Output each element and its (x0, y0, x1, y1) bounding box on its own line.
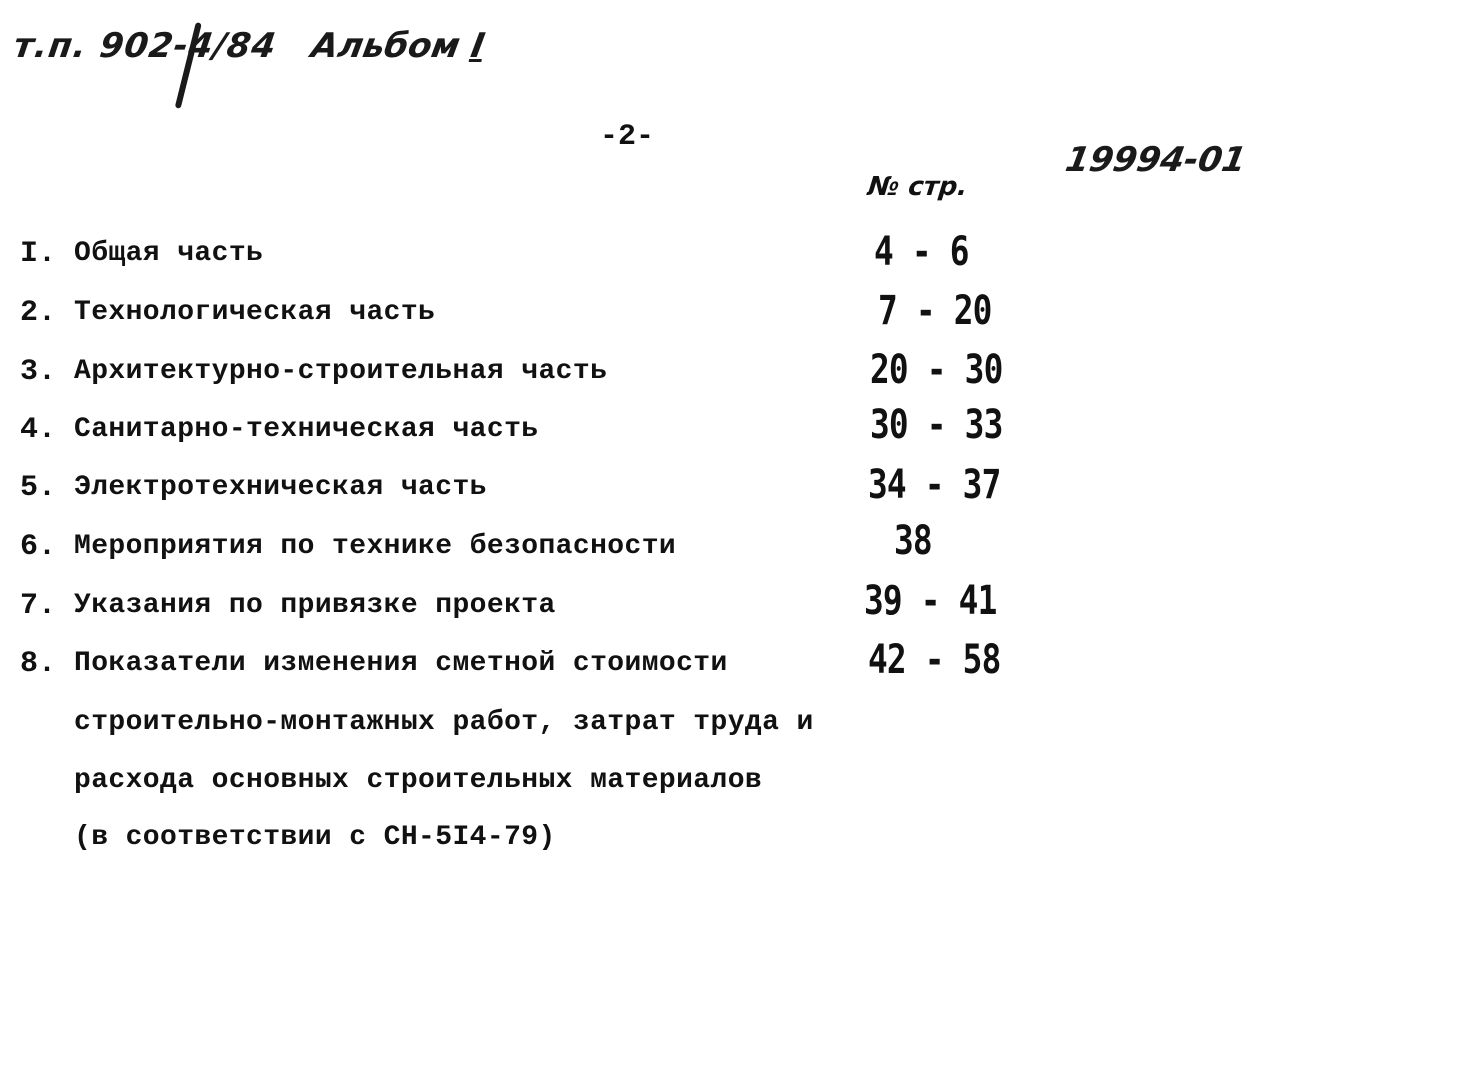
toc-item-pages: 34 - 37 (868, 462, 1001, 508)
toc-item-title: Мероприятия по технике безопасности (74, 531, 677, 562)
project-reference-main: т.п. 902-4 (11, 26, 217, 66)
toc-item-pages: 39 - 41 (864, 578, 997, 624)
toc-item-continuation: расхода основных строительных материалов (74, 765, 763, 796)
toc-item-continuation: строительно-монтажных работ, затрат труда и (74, 707, 814, 738)
album-number: I (467, 26, 488, 66)
toc-item-pages: 20 - 30 (870, 347, 1003, 393)
toc-item-number: 2. (20, 296, 57, 330)
toc-item-pages: 30 - 33 (870, 402, 1003, 448)
toc-item-pages: 4 - 6 (874, 229, 969, 275)
toc-item-number: 4. (20, 413, 57, 447)
toc-item-number: 6. (20, 530, 57, 564)
toc-item-title: Общая часть (74, 238, 264, 269)
toc-item-number: 3. (20, 355, 57, 389)
toc-item-number: 5. (20, 471, 57, 505)
project-reference-tail: /84 (210, 26, 280, 66)
toc-item-pages: 38 (894, 518, 932, 564)
toc-item-title: Технологическая часть (74, 297, 436, 328)
toc-item-title: Архитектурно-строительная часть (74, 356, 608, 387)
toc-item-title: Санитарно-техническая часть (74, 414, 539, 445)
album-label (308, 26, 487, 66)
toc-item-number: I. (20, 237, 57, 271)
toc-item-number: 8. (20, 647, 57, 681)
project-reference (11, 26, 279, 66)
toc-item-title: Указания по привязке проекта (74, 590, 556, 621)
document-number: 19994-01 (1062, 140, 1250, 180)
toc-item-title: Показатели изменения сметной стоимости (74, 648, 728, 679)
page-number: -2- (600, 120, 655, 154)
toc-item-pages: 7 - 20 (878, 288, 992, 334)
album-word: Альбом (308, 26, 464, 66)
toc-item-continuation: (в соответствии с СН-5I4-79) (74, 822, 556, 853)
toc-item-title: Электротехническая часть (74, 472, 487, 503)
toc-item-number: 7. (20, 589, 57, 623)
pages-column-header: № стр. (866, 172, 969, 202)
toc-item-pages: 42 - 58 (868, 637, 1001, 683)
